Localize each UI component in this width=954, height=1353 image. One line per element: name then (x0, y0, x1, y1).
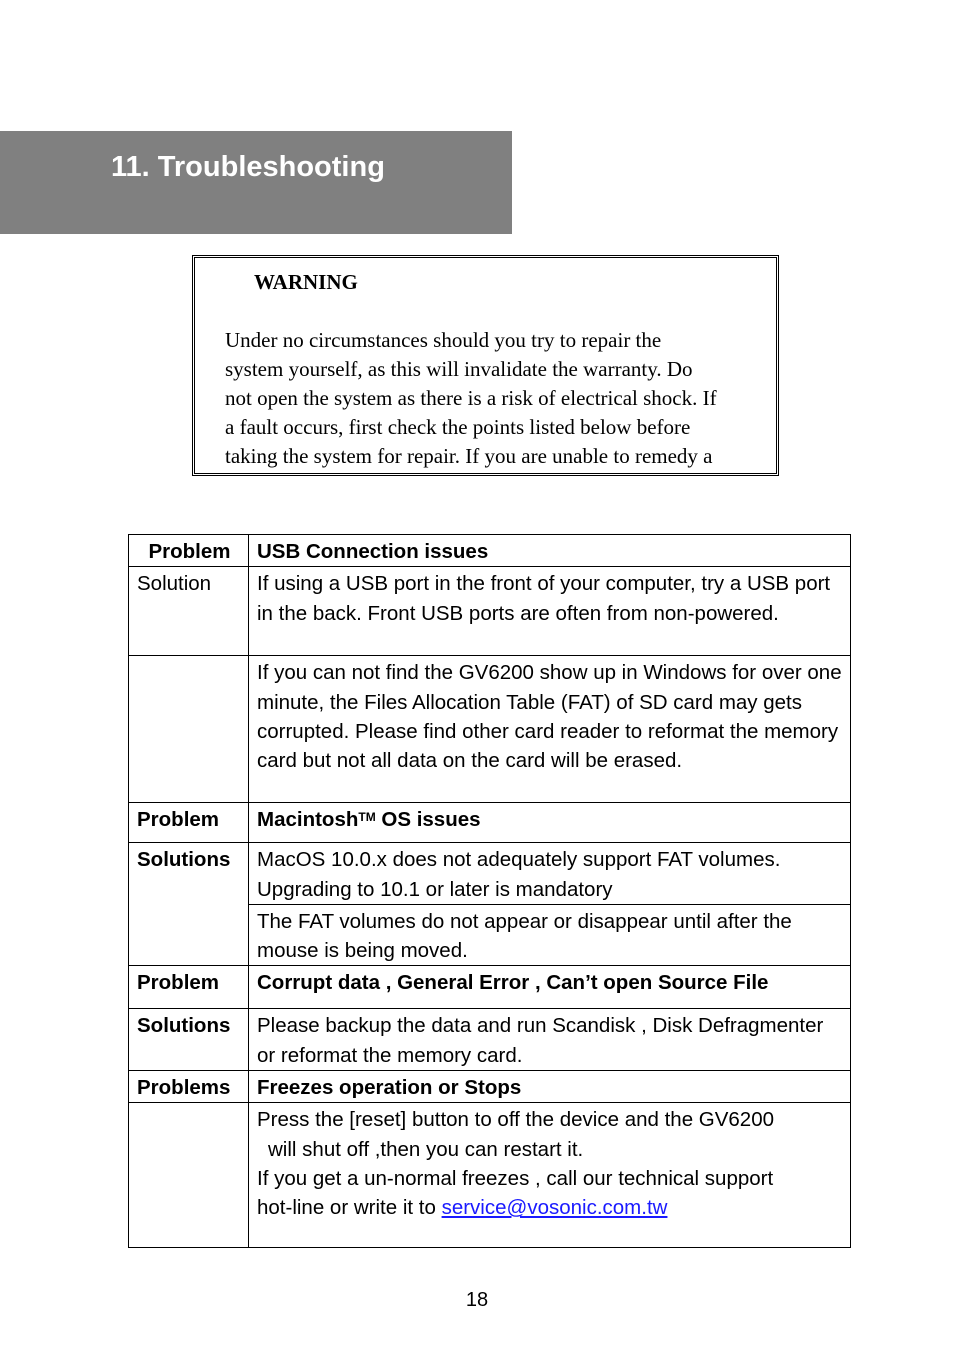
problem-text-part: Macintosh (257, 808, 359, 832)
table-row (129, 803, 851, 843)
solution-text: If you can not find the GV6200 show up in Windows for over one minute, the Files Allocation Table (FAT) of SD card may gets corrupted. Please find other card reader to reformat the memory card but not all data on the card will be erased. (249, 656, 851, 803)
warning-line: Under no circumstances should you try to repair the (225, 328, 662, 352)
row-label (129, 656, 249, 803)
problem-text: Freezes operation or Stops (249, 1071, 851, 1103)
trademark-superscript: TM (358, 810, 376, 825)
solution-line: will shut off ,then you can restart it. (268, 1137, 584, 1161)
solution-line: If you get a un-normal freezes , call our technical support (257, 1166, 774, 1190)
table-row (129, 535, 851, 567)
table-row (129, 567, 851, 656)
warning-text (225, 326, 765, 471)
row-label-empty (129, 1103, 249, 1248)
solution-line-prefix: hot-line or write it to (257, 1196, 442, 1220)
row-label: Problems (129, 1071, 249, 1103)
problem-text: USB Connection issues (249, 535, 851, 567)
row-label: Solutions (129, 843, 249, 966)
warning-title: WARNING (254, 270, 358, 294)
table-row (129, 656, 851, 803)
problem-text-part: OS issues (375, 808, 481, 832)
solution-text: The FAT volumes do not appear or disappear until after the mouse is being moved. (249, 904, 851, 966)
troubleshooting-table (128, 534, 851, 1248)
row-label: Problem (129, 535, 249, 567)
section-header-band (0, 131, 512, 234)
table-row (129, 843, 851, 905)
solution-line: Press the [reset] button to off the device and the GV6200 (257, 1108, 775, 1132)
solution-line (257, 1193, 844, 1222)
table-row (129, 1009, 851, 1071)
solution-text: Please backup the data and run Scandisk , Disk Defragmenter or reformat the memory card. (249, 1009, 851, 1071)
page-number: 18 (465, 1289, 489, 1311)
table-row (129, 1103, 851, 1248)
row-label: Problem (129, 966, 249, 1009)
support-email-link[interactable]: service@vosonic.com.tw (441, 1196, 668, 1220)
table-row (129, 966, 851, 1009)
section-title: 11. Troubleshooting (111, 151, 385, 183)
solution-text: If using a USB port in the front of your computer, try a USB port in the back. Front USB ports are often from non-powered. (249, 567, 851, 656)
problem-text: Corrupt data , General Error , Can’t open Source File (249, 966, 851, 1009)
warning-line: a fault occurs, first check the points listed below before (225, 415, 691, 439)
row-label: Solution (129, 567, 249, 656)
solution-text: MacOS 10.0.x does not adequately support FAT volumes. Upgrading to 10.1 or later is mandatory (249, 843, 851, 905)
row-label: Problem (129, 803, 249, 843)
table-row (129, 1071, 851, 1103)
warning-line: system yourself, as this will invalidate the warranty. Do (225, 357, 693, 381)
warning-box (192, 255, 779, 476)
row-label: Solutions (129, 1009, 249, 1071)
warning-line: taking the system for repair. If you are unable to remedy a (225, 444, 713, 468)
warning-line: not open the system as there is a risk of electrical shock. If (225, 386, 717, 410)
problem-text (249, 803, 851, 843)
solution-text (249, 1103, 851, 1248)
